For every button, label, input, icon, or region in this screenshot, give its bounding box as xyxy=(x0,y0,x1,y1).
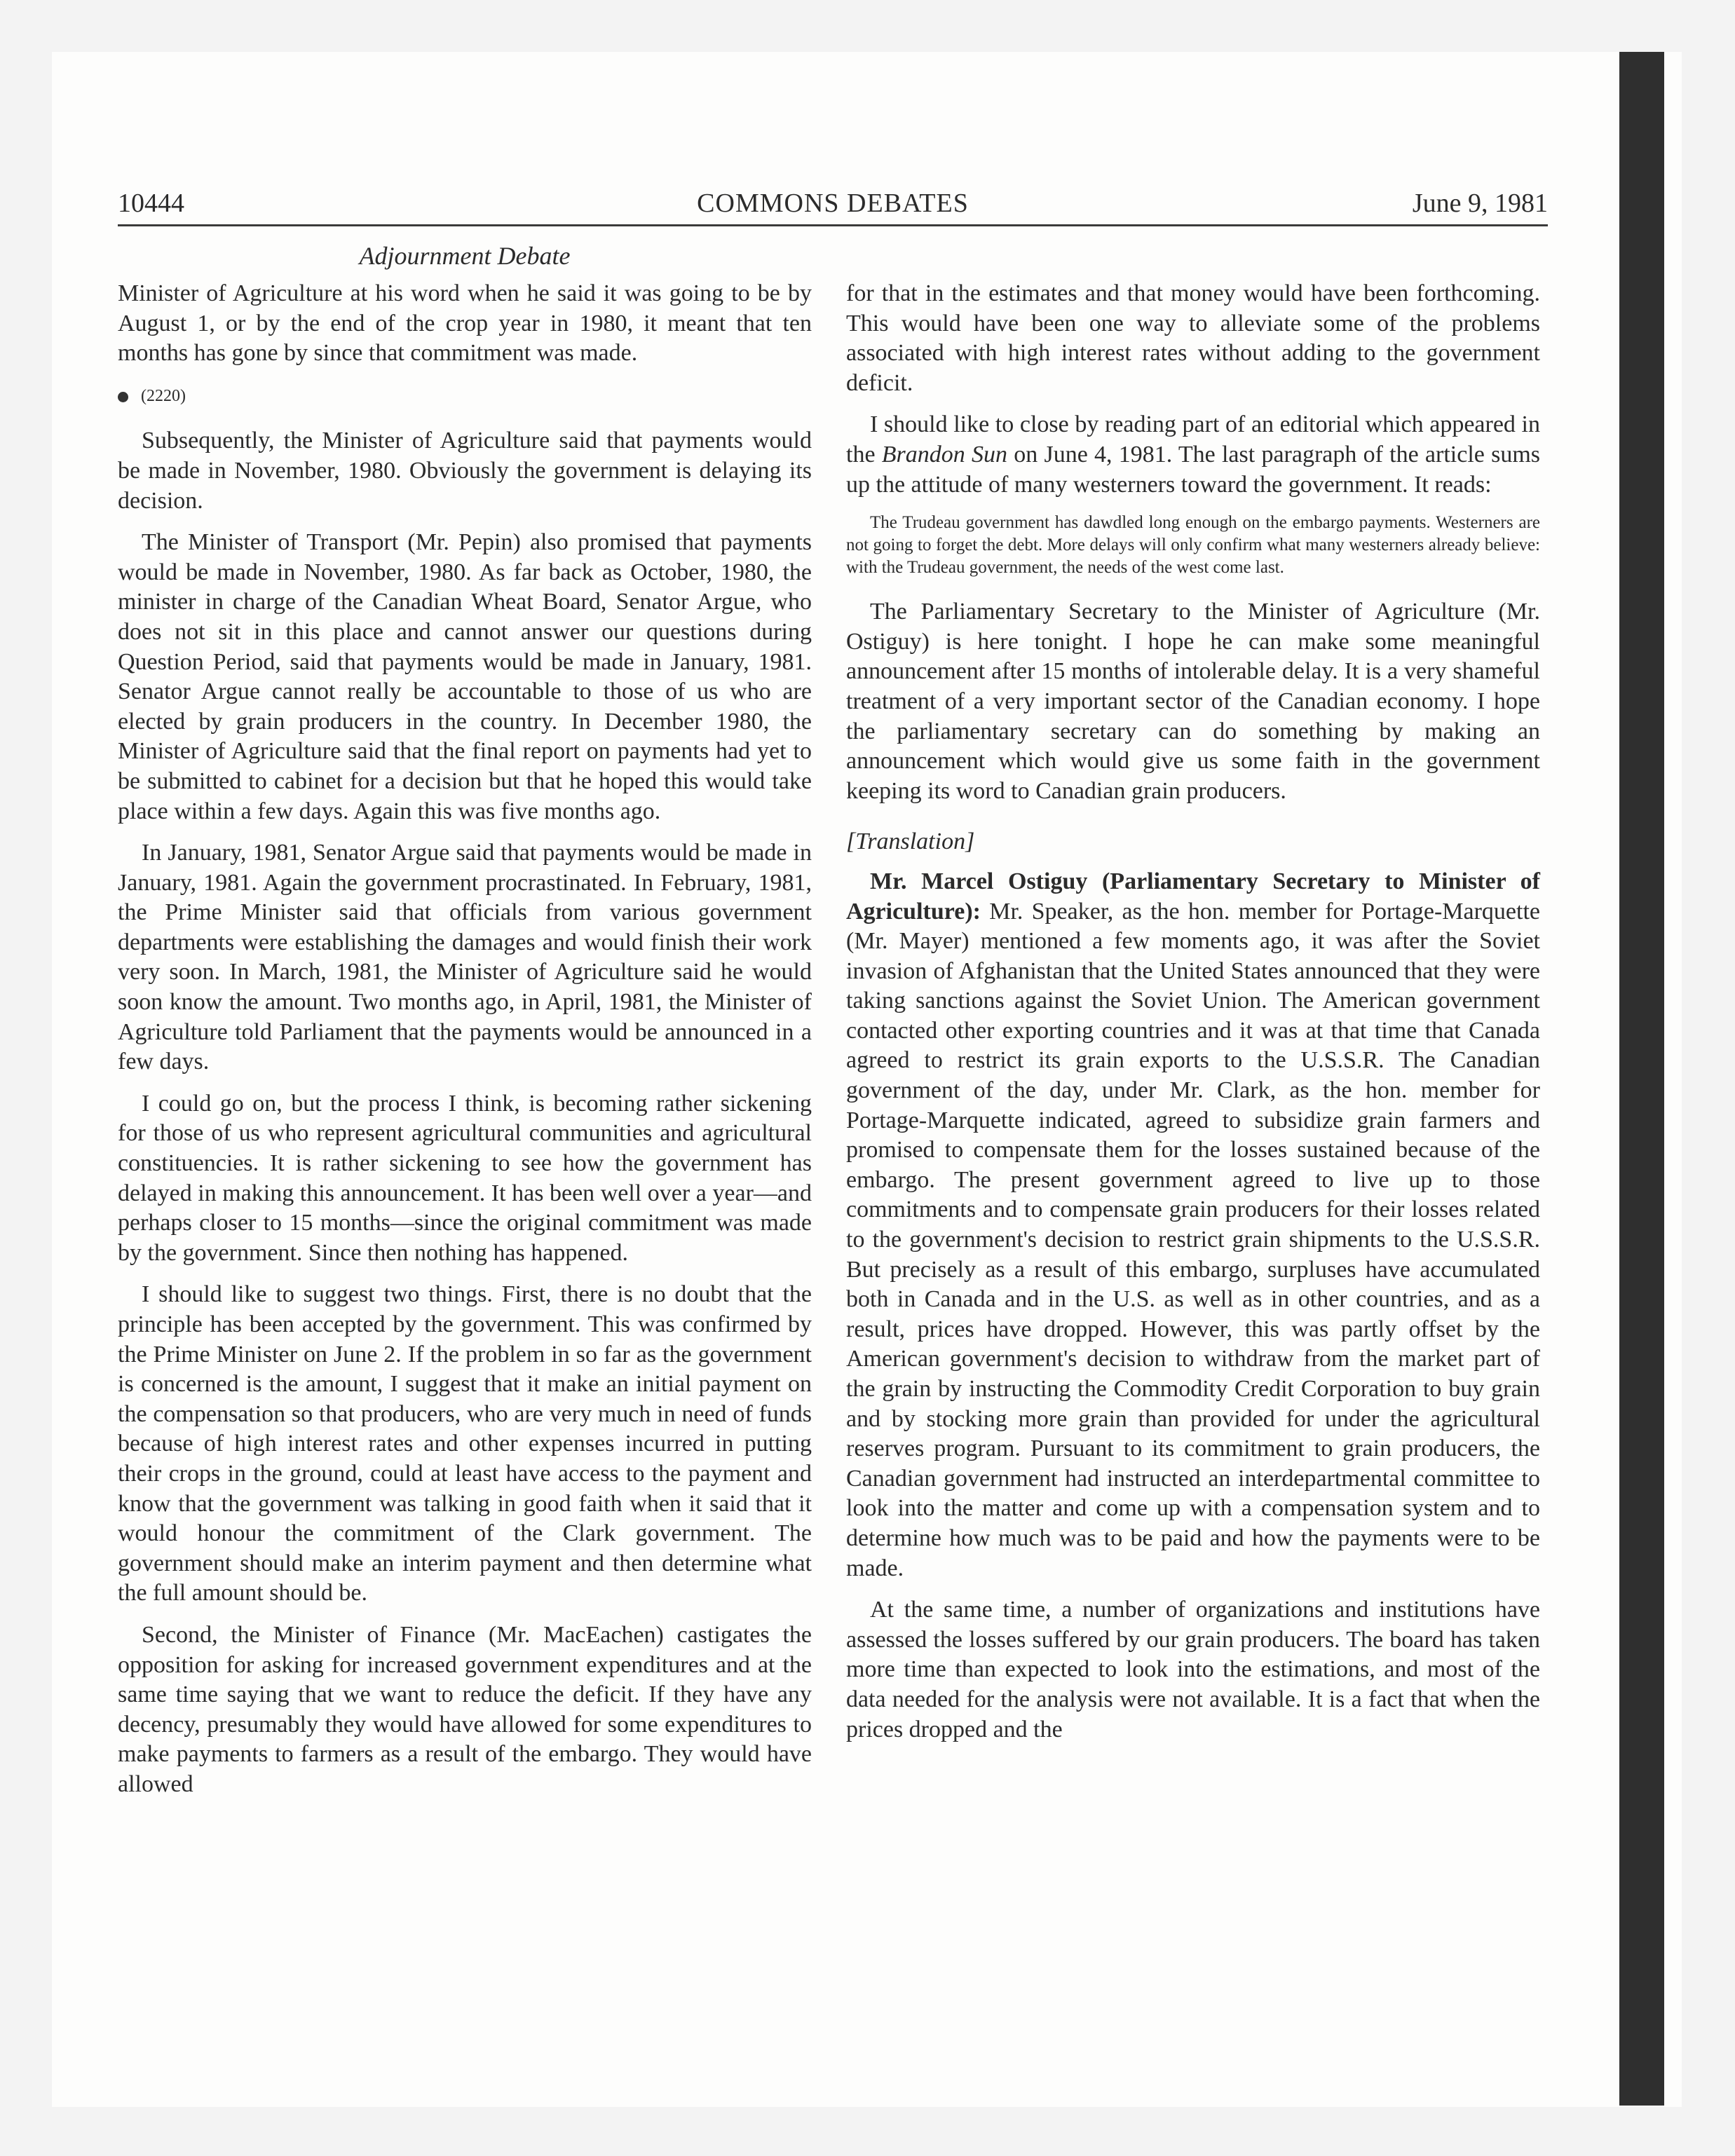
bullet-icon xyxy=(118,392,128,402)
paragraph: for that in the estimates and that money would have been forthcoming. This would have been one way to alleviate some of the problems associated with high interest rates without adding to the government deficit. xyxy=(846,280,1540,396)
right-column xyxy=(846,279,1540,1756)
paragraph-text: I should like to close by reading part of an editorial which appeared in the xyxy=(846,411,1540,468)
page-number: 10444 xyxy=(118,189,184,218)
speaker-name: Mr. Marcel Ostiguy (Parliamentary Secretary to Minister of Agriculture): xyxy=(846,868,1540,925)
newspaper-title: Brandon Sun xyxy=(881,441,1008,468)
publication-title: COMMONS DEBATES xyxy=(697,189,969,218)
paragraph: The Parliamentary Secretary to the Minister of Agriculture (Mr. Ostiguy) is here tonight. I hope he can make some meaningful announcement after 15 months of intolerable delay. It is a very shameful treatment of a very important sector of the Canadian economy. I hope the parliamentary secretary can do something by making an announcement which would give us some faith in the government keeping its word to Canadian grain producers. xyxy=(846,599,1540,804)
editorial-quote: The Trudeau government has dawdled long enough on the embargo payments. Westerners are not going to forget the debt. More delays will only confirm what many westerners already believe: with the Trudeau government, the needs of the west come last. xyxy=(846,513,1540,578)
paragraph-text: Mr. Speaker, as the hon. member for Portage-Marquette (Mr. Mayer) mentioned a few moments ago, it was after the Soviet invasion of Afghanistan that the United States announced that they were taking sanctions against the Soviet Union. The American government contacted other exporting countries and it was at that time that Canada agreed to restrict its grain exports to the U.S.S.R. The Canadian government of the day, under Mr. Clark, as the hon. member for Portage-Marquette indicated, agreed to subsidize grain farmers and promised to compensate them for the losses sustained because of the embargo. The present government agreed to live up to those commitments and to compensate grain producers for their losses related to the government's decision to restrict grain shipments to the U.S.S.R. But precisely as a result of this embargo, surpluses have accumulated both in Canada and in the U.S. as well as in other countries, and as a result, prices have dropped. However, this was partly offset by the American government's decision to withdraw from the market part of the grain by instructing the Commodity Credit Corporation to buy grain and by stocking more grain than provided for under the agricultural reserves program. Pursuant to its commitment to grain producers, the Canadian government had instructed an interdepartmental committee to look into the matter and come up with a compensation system and to determine how much was to be paid and how the payments were to be made. xyxy=(846,898,1541,1581)
scan-edge xyxy=(1619,52,1664,2106)
left-column xyxy=(118,279,812,1812)
translation-label: [Translation] xyxy=(846,828,975,855)
speech-paragraph xyxy=(846,867,1540,1583)
time-marker xyxy=(118,381,812,411)
paragraph: I could go on, but the process I think, is becoming rather sickening for those of us who represent agricultural communities and agricultural constituencies. It is rather sickening to see how the government has delayed in making this announcement. It has been well over a year—and perhaps closer to 15 months—since the original commitment was made by the government. Since then nothing has happened. xyxy=(118,1090,812,1266)
paragraph: In January, 1981, Senator Argue said that payments would be made in January, 1981. Again the government procrastinated. In February, 1981, the Prime Minister said that officials from various government departments were establishing the damages and would finish their work very soon. In March, 1981, the Minister of Agriculture said he would soon know the amount. Two months ago, in April, 1981, the Minister of Agriculture told Parliament that the payments would be announced in a few days. xyxy=(118,840,812,1075)
page-header xyxy=(118,188,1548,226)
time-marker-text: (2220) xyxy=(141,386,186,405)
paragraph-text: on June 4, 1981. The last paragraph of the article sums up the attitude of many westerners toward the government. It reads: xyxy=(846,441,1540,498)
paragraph: At the same time, a number of organizations and institutions have assessed the losses suffered by our grain producers. The board has taken more time than expected to look into the estimations, and most of the data needed for the analysis were not available. It is a fact that when the prices dropped and the xyxy=(846,1597,1540,1742)
paragraph: Second, the Minister of Finance (Mr. MacEachen) castigates the opposition for asking for increased government expenditures and at the same time saying that we want to reduce the deficit. If they have any decency, presumably they would have allowed for some expenditures to make payments to farmers as a result of the embargo. They would have allowed xyxy=(118,1621,812,1797)
paragraph xyxy=(846,410,1540,500)
paragraph: I should like to suggest two things. First, there is no doubt that the principle has been accepted by the government. This was confirmed by the Prime Minister on June 2. If the problem in so far as the government is concerned is the amount, I suggest that it make an initial payment on the compensation so that producers, who are very much in need of funds because of high interest rates and other expenses incurred in putting their crops in the ground, could at least have access to the payment and know that the government was talking in good faith when it said that it would honour the commitment of the Clark government. The government should make an interim payment and then determine what the full amount should be. xyxy=(118,1281,812,1606)
paragraph: Subsequently, the Minister of Agriculture said that payments would be made in November, 1980. Obviously the government is delaying its decision. xyxy=(118,428,812,514)
page-date: June 9, 1981 xyxy=(1412,189,1548,218)
translation-label-text: Translation xyxy=(855,828,966,855)
paragraph: Minister of Agriculture at his word when he said it was going to be by August 1, or by the end of the crop year in 1980, it meant that ten months has gone by since that commitment was made. xyxy=(118,280,812,367)
paragraph: The Minister of Transport (Mr. Pepin) also promised that payments would be made in November, 1980. As far back as October, 1980, the minister in charge of the Canadian Wheat Board, Senator Argue, who does not sit in this place and cannot answer our questions during Question Period, said that payments would be made in January, 1981. Senator Argue cannot really be accountable to those of us who are elected by grain producers in the country. In December 1980, the Minister of Agriculture said that the final report on payments had yet to be submitted to cabinet for a decision but that he hoped this would take place within a few days. Again this was five months ago. xyxy=(118,529,812,824)
section-heading: Adjournment Debate xyxy=(359,242,571,270)
